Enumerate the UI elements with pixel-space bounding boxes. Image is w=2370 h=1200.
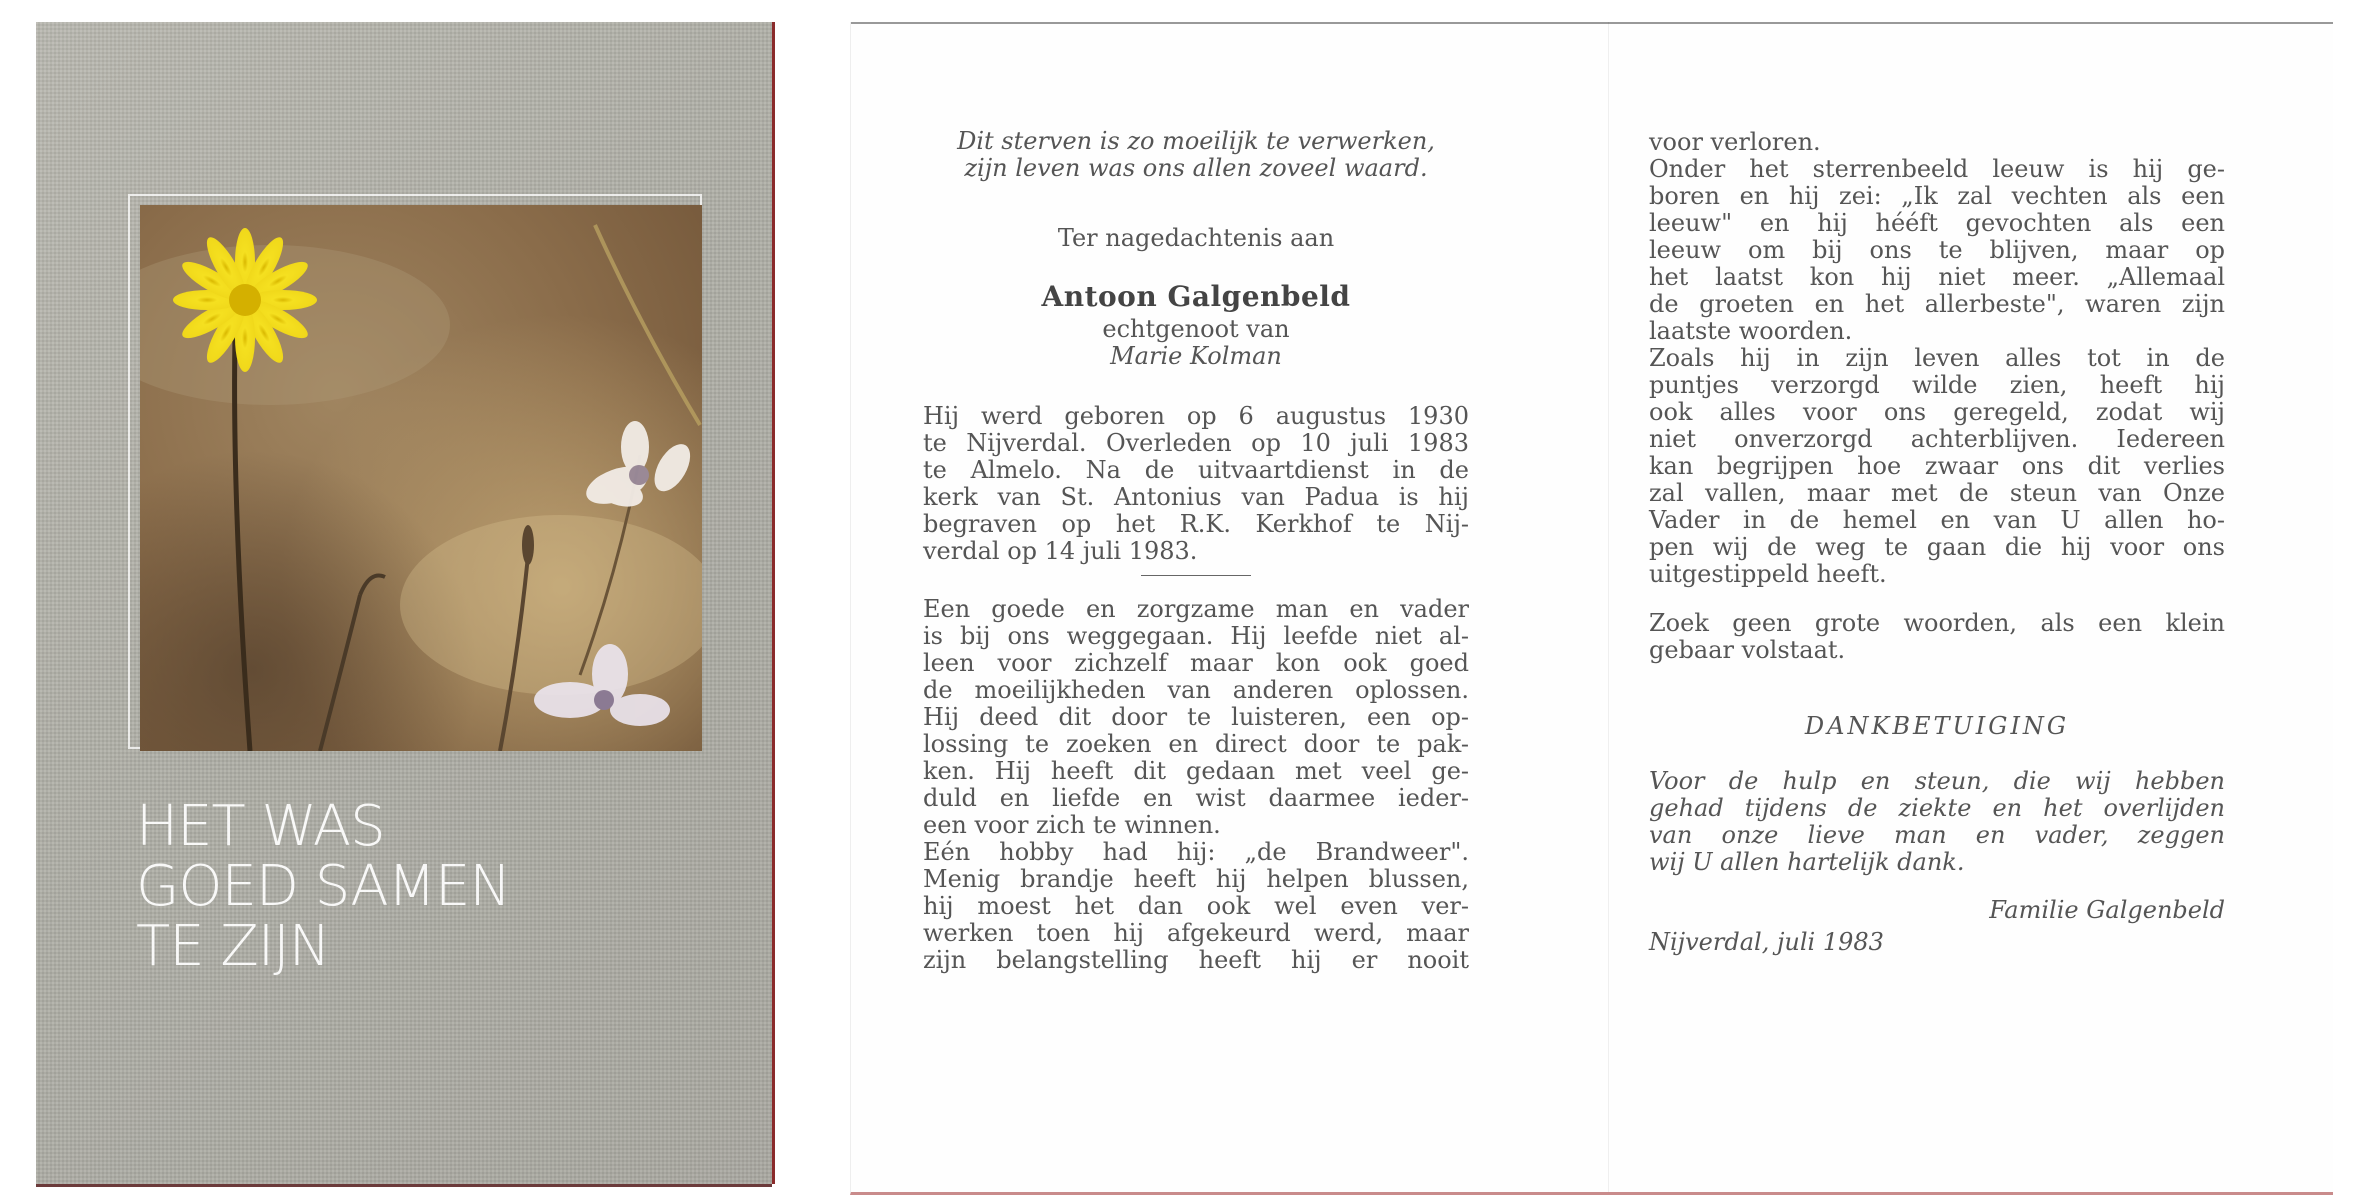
closing-line: Zoek geen grote woorden, als een klein bbox=[1649, 609, 2225, 637]
biography bbox=[923, 403, 1469, 565]
biography-line: Hij werd geboren op 6 augustus 1930 bbox=[923, 402, 1469, 430]
memorial-card-inside bbox=[850, 22, 2333, 1195]
right-page bbox=[1649, 129, 2225, 956]
biography-line: verdal op 14 juli 1983. bbox=[923, 537, 1198, 565]
thanks-line: van onze lieve man en vader, zeggen bbox=[1649, 821, 2225, 849]
cover-title-line: HET WAS bbox=[136, 794, 385, 859]
spouse-name: Marie Kolman bbox=[1110, 342, 1282, 370]
tribute-line: puntjes verzorgd wilde zien, heeft hij bbox=[1649, 371, 2225, 399]
tribute-line: leeuw om bij ons te blijven, maar op bbox=[1649, 236, 2225, 264]
cover-title-line: TE ZIJN bbox=[136, 914, 330, 979]
tribute-line: de moeilijkheden van anderen oplossen. bbox=[923, 676, 1469, 704]
tribute-line: ook alles voor ons geregeld, zodat wij bbox=[1649, 398, 2225, 426]
spouse-role: echtgenoot van bbox=[1102, 315, 1290, 343]
tribute-line: Eén hobby had hij: „de Brandweer". bbox=[923, 838, 1469, 866]
tribute-line: een voor zich te winnen. bbox=[923, 811, 1221, 839]
tribute-line: Hij deed dit door te luisteren, een op- bbox=[923, 703, 1469, 731]
tribute-line: zijn belangstelling heeft hij er nooit bbox=[923, 946, 1469, 974]
fold-line bbox=[1608, 22, 1609, 1192]
tribute-line: boren en hij zei: „Ik zal vechten als een bbox=[1649, 182, 2225, 210]
biography-line: te Almelo. Na de uitvaartdienst in de bbox=[923, 456, 1469, 484]
top-rule bbox=[851, 22, 2333, 24]
tribute-line: laatste woorden. bbox=[1649, 317, 1853, 345]
tribute bbox=[923, 596, 1469, 974]
tribute-line: de groeten en het allerbeste", waren zijn bbox=[1649, 290, 2225, 318]
motto-line: zijn leven was ons allen zoveel waard. bbox=[964, 154, 1428, 182]
tribute-line: Menig brandje heeft hij helpen blussen, bbox=[923, 865, 1469, 893]
tribute-line: voor verloren. bbox=[1649, 128, 1821, 156]
deceased-name: Antoon Galgenbeld bbox=[1041, 280, 1351, 313]
tribute-line: zal vallen, maar met de steun van Onze bbox=[1649, 479, 2225, 507]
tribute-line: leen voor zichzelf maar kon ook goed bbox=[923, 649, 1469, 677]
flower-photo-image bbox=[140, 205, 702, 751]
tribute-line: Een goede en zorgzame man en vader bbox=[923, 595, 1469, 623]
cover-title-line: GOED SAMEN bbox=[136, 854, 511, 919]
tribute-line: het laatst kon hij niet meer. „Allemaal bbox=[1649, 263, 2225, 291]
in-memory-of: Ter nagedachtenis aan bbox=[1057, 224, 1335, 252]
biography-line: te Nijverdal. Overleden op 10 juli 1983 bbox=[923, 429, 1469, 457]
thanks-heading: DANKBETUIGING bbox=[1804, 712, 2070, 740]
tribute-line: Vader in de hemel en van U allen ho- bbox=[1649, 506, 2225, 534]
tribute-line: ken. Hij heeft dit gedaan met veel ge- bbox=[923, 757, 1469, 785]
closing-line: gebaar volstaat. bbox=[1649, 636, 1846, 664]
flower-photo bbox=[140, 205, 702, 751]
closing-verse bbox=[1649, 610, 2225, 664]
tribute-line: Zoals hij in zijn leven alles tot in de bbox=[1649, 344, 2225, 372]
cover-title bbox=[136, 794, 656, 979]
biography-line: kerk van St. Antonius van Padua is hij bbox=[923, 483, 1469, 511]
tribute-line: Onder het sterrenbeeld leeuw is hij ge- bbox=[1649, 155, 2225, 183]
left-page bbox=[923, 128, 1469, 974]
tribute-line: duld en liefde en wist daarmee ieder- bbox=[923, 784, 1469, 812]
place-date: Nijverdal, juli 1983 bbox=[1649, 928, 1884, 956]
biography-line: begraven op het R.K. Kerkhof te Nij- bbox=[923, 510, 1469, 538]
tribute-continued bbox=[1649, 129, 2225, 588]
tribute-line: kan begrijpen hoe zwaar ons dit verlies bbox=[1649, 452, 2225, 480]
tribute-line: is bij ons weggegaan. Hij leefde niet al- bbox=[923, 622, 1469, 650]
memorial-card-cover bbox=[36, 22, 772, 1184]
family-signature: Familie Galgenbeld bbox=[1989, 896, 2225, 924]
thanks-body bbox=[1649, 768, 2225, 876]
thanks-line: gehad tijdens de ziekte en het overlijden bbox=[1649, 794, 2225, 822]
tribute-line: niet onverzorgd achterblijven. Iedereen bbox=[1649, 425, 2225, 453]
divider bbox=[1141, 575, 1251, 576]
thanks-line: wij U allen hartelijk dank. bbox=[1649, 848, 1965, 876]
thanks-line: Voor de hulp en steun, die wij hebben bbox=[1649, 767, 2225, 795]
tribute-line: uitgestippeld heeft. bbox=[1649, 560, 1887, 588]
tribute-line: leeuw" en hij hééft gevochten als een bbox=[1649, 209, 2225, 237]
tribute-line: pen wij de weg te gaan die hij voor ons bbox=[1649, 533, 2225, 561]
tribute-line: werken toen hij afgekeurd werd, maar bbox=[923, 919, 1469, 947]
tribute-line: hij moest het dan ook wel even ver- bbox=[923, 892, 1469, 920]
tribute-line: lossing te zoeken en direct door te pak- bbox=[923, 730, 1469, 758]
motto bbox=[923, 128, 1469, 182]
motto-line: Dit sterven is zo moeilijk te verwerken, bbox=[957, 127, 1435, 155]
